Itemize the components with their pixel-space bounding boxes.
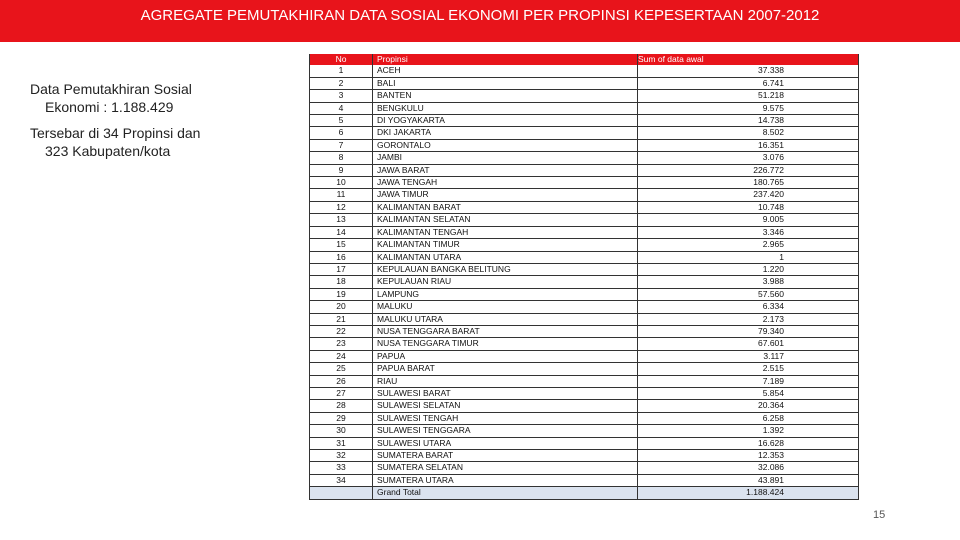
row-number: 25: [310, 363, 373, 375]
table-row: [310, 400, 859, 412]
table-row: [310, 226, 859, 238]
row-value: 1.220: [638, 263, 859, 275]
row-number: 1: [310, 65, 373, 77]
row-value: 43.891: [638, 474, 859, 486]
row-value: 79.340: [638, 325, 859, 337]
table-row: [310, 251, 859, 263]
summary-line: Data Pemutakhiran Sosial: [30, 81, 192, 97]
table-row: [310, 115, 859, 127]
row-value: 6.258: [638, 412, 859, 424]
table-row: [310, 425, 859, 437]
row-value: 7.189: [638, 375, 859, 387]
total-value: 1.188.424: [638, 487, 859, 499]
row-value: 1: [638, 251, 859, 263]
table-row: [310, 375, 859, 387]
row-number: 19: [310, 288, 373, 300]
row-province: JAWA TENGAH: [373, 177, 638, 189]
table-row: [310, 474, 859, 486]
table-row: [310, 338, 859, 350]
table-row: [310, 90, 859, 102]
row-value: 237.420: [638, 189, 859, 201]
row-province: SULAWESI TENGAH: [373, 412, 638, 424]
table-row: [310, 276, 859, 288]
row-number: 34: [310, 474, 373, 486]
row-value: 6.334: [638, 301, 859, 313]
row-province: KEPULAUAN BANGKA BELITUNG: [373, 263, 638, 275]
row-value: 67.601: [638, 338, 859, 350]
row-value: 3.076: [638, 152, 859, 164]
row-number: 7: [310, 139, 373, 151]
row-province: KALIMANTAN BARAT: [373, 201, 638, 213]
summary-coverage: [30, 124, 200, 160]
table-row: [310, 263, 859, 275]
total-no: [310, 487, 373, 499]
row-number: 14: [310, 226, 373, 238]
row-number: 20: [310, 301, 373, 313]
slide-title: AGREGATE PEMUTAKHIRAN DATA SOSIAL EKONOMI PER PROPINSI KEPESERTAAN 2007-2012: [0, 0, 960, 42]
row-number: 29: [310, 412, 373, 424]
row-value: 2.515: [638, 363, 859, 375]
summary-line: 323 Kabupaten/kota: [45, 143, 171, 159]
table-row: [310, 412, 859, 424]
table-row: [310, 363, 859, 375]
row-province: NUSA TENGGARA BARAT: [373, 325, 638, 337]
row-number: 8: [310, 152, 373, 164]
row-number: 13: [310, 214, 373, 226]
table-row: [310, 152, 859, 164]
table-row: [310, 127, 859, 139]
row-province: KALIMANTAN TENGAH: [373, 226, 638, 238]
table-row: [310, 462, 859, 474]
table-row: [310, 313, 859, 325]
row-value: 3.346: [638, 226, 859, 238]
row-value: 16.628: [638, 437, 859, 449]
row-province: PAPUA: [373, 350, 638, 362]
row-number: 4: [310, 102, 373, 114]
table-row: [310, 288, 859, 300]
row-province: BALI: [373, 77, 638, 89]
row-value: 57.560: [638, 288, 859, 300]
row-value: 6.741: [638, 77, 859, 89]
row-number: 24: [310, 350, 373, 362]
row-province: SULAWESI UTARA: [373, 437, 638, 449]
row-value: 3.988: [638, 276, 859, 288]
row-value: 51.218: [638, 90, 859, 102]
row-number: 32: [310, 450, 373, 462]
row-province: MALUKU UTARA: [373, 313, 638, 325]
row-province: JAWA TIMUR: [373, 189, 638, 201]
table-row: [310, 387, 859, 399]
row-province: SUMATERA SELATAN: [373, 462, 638, 474]
row-value: 14.738: [638, 115, 859, 127]
row-number: 6: [310, 127, 373, 139]
table-row: [310, 177, 859, 189]
row-province: SULAWESI BARAT: [373, 387, 638, 399]
table-row: [310, 437, 859, 449]
row-value: 1.392: [638, 425, 859, 437]
row-province: JAMBI: [373, 152, 638, 164]
row-province: KALIMANTAN SELATAN: [373, 214, 638, 226]
row-value: 5.854: [638, 387, 859, 399]
row-number: 2: [310, 77, 373, 89]
row-value: 20.364: [638, 400, 859, 412]
row-province: KALIMANTAN UTARA: [373, 251, 638, 263]
province-data-table: [309, 54, 859, 500]
row-number: 15: [310, 239, 373, 251]
row-number: 21: [310, 313, 373, 325]
row-value: 2.965: [638, 239, 859, 251]
row-number: 10: [310, 177, 373, 189]
row-number: 30: [310, 425, 373, 437]
header-no: No: [310, 54, 373, 65]
row-value: 9.005: [638, 214, 859, 226]
row-province: GORONTALO: [373, 139, 638, 151]
row-province: KALIMANTAN TIMUR: [373, 239, 638, 251]
row-number: 11: [310, 189, 373, 201]
total-label: Grand Total: [373, 487, 638, 499]
row-province: DI YOGYAKARTA: [373, 115, 638, 127]
row-province: DKI JAKARTA: [373, 127, 638, 139]
row-number: 18: [310, 276, 373, 288]
row-value: 3.117: [638, 350, 859, 362]
row-number: 23: [310, 338, 373, 350]
header-province: Propinsi: [373, 54, 638, 65]
table-header-row: [310, 54, 859, 65]
row-province: RIAU: [373, 375, 638, 387]
row-number: 17: [310, 263, 373, 275]
page-number: 15: [873, 509, 886, 521]
row-value: 9.575: [638, 102, 859, 114]
row-province: KEPULAUAN RIAU: [373, 276, 638, 288]
row-province: PAPUA BARAT: [373, 363, 638, 375]
row-province: SULAWESI TENGGARA: [373, 425, 638, 437]
row-number: 9: [310, 164, 373, 176]
summary-total: [30, 80, 192, 116]
row-value: 8.502: [638, 127, 859, 139]
row-number: 12: [310, 201, 373, 213]
row-province: JAWA BARAT: [373, 164, 638, 176]
row-number: 3: [310, 90, 373, 102]
row-province: BANTEN: [373, 90, 638, 102]
table-row: [310, 450, 859, 462]
row-number: 28: [310, 400, 373, 412]
row-province: BENGKULU: [373, 102, 638, 114]
row-province: SUMATERA UTARA: [373, 474, 638, 486]
table-row: [310, 65, 859, 77]
table-row: [310, 102, 859, 114]
table-row: [310, 139, 859, 151]
row-value: 12.353: [638, 450, 859, 462]
row-province: SUMATERA BARAT: [373, 450, 638, 462]
row-province: ACEH: [373, 65, 638, 77]
table-row: [310, 201, 859, 213]
row-number: 33: [310, 462, 373, 474]
header-value: Sum of data awal: [638, 54, 859, 65]
table-row: [310, 164, 859, 176]
row-province: LAMPUNG: [373, 288, 638, 300]
row-number: 5: [310, 115, 373, 127]
grand-total-row: [310, 487, 859, 499]
row-value: 180.765: [638, 177, 859, 189]
row-number: 16: [310, 251, 373, 263]
table-row: [310, 214, 859, 226]
row-province: SULAWESI SELATAN: [373, 400, 638, 412]
row-number: 31: [310, 437, 373, 449]
summary-line: Tersebar di 34 Propinsi dan: [30, 125, 201, 141]
table-row: [310, 325, 859, 337]
row-number: 22: [310, 325, 373, 337]
row-value: 10.748: [638, 201, 859, 213]
row-value: 2.173: [638, 313, 859, 325]
row-value: 37.338: [638, 65, 859, 77]
table-row: [310, 77, 859, 89]
row-value: 32.086: [638, 462, 859, 474]
summary-line: Ekonomi : 1.188.429: [45, 99, 174, 115]
row-number: 26: [310, 375, 373, 387]
row-province: MALUKU: [373, 301, 638, 313]
row-province: NUSA TENGGARA TIMUR: [373, 338, 638, 350]
table-row: [310, 350, 859, 362]
table-row: [310, 239, 859, 251]
row-value: 16.351: [638, 139, 859, 151]
table-row: [310, 189, 859, 201]
table-row: [310, 301, 859, 313]
row-number: 27: [310, 387, 373, 399]
row-value: 226.772: [638, 164, 859, 176]
